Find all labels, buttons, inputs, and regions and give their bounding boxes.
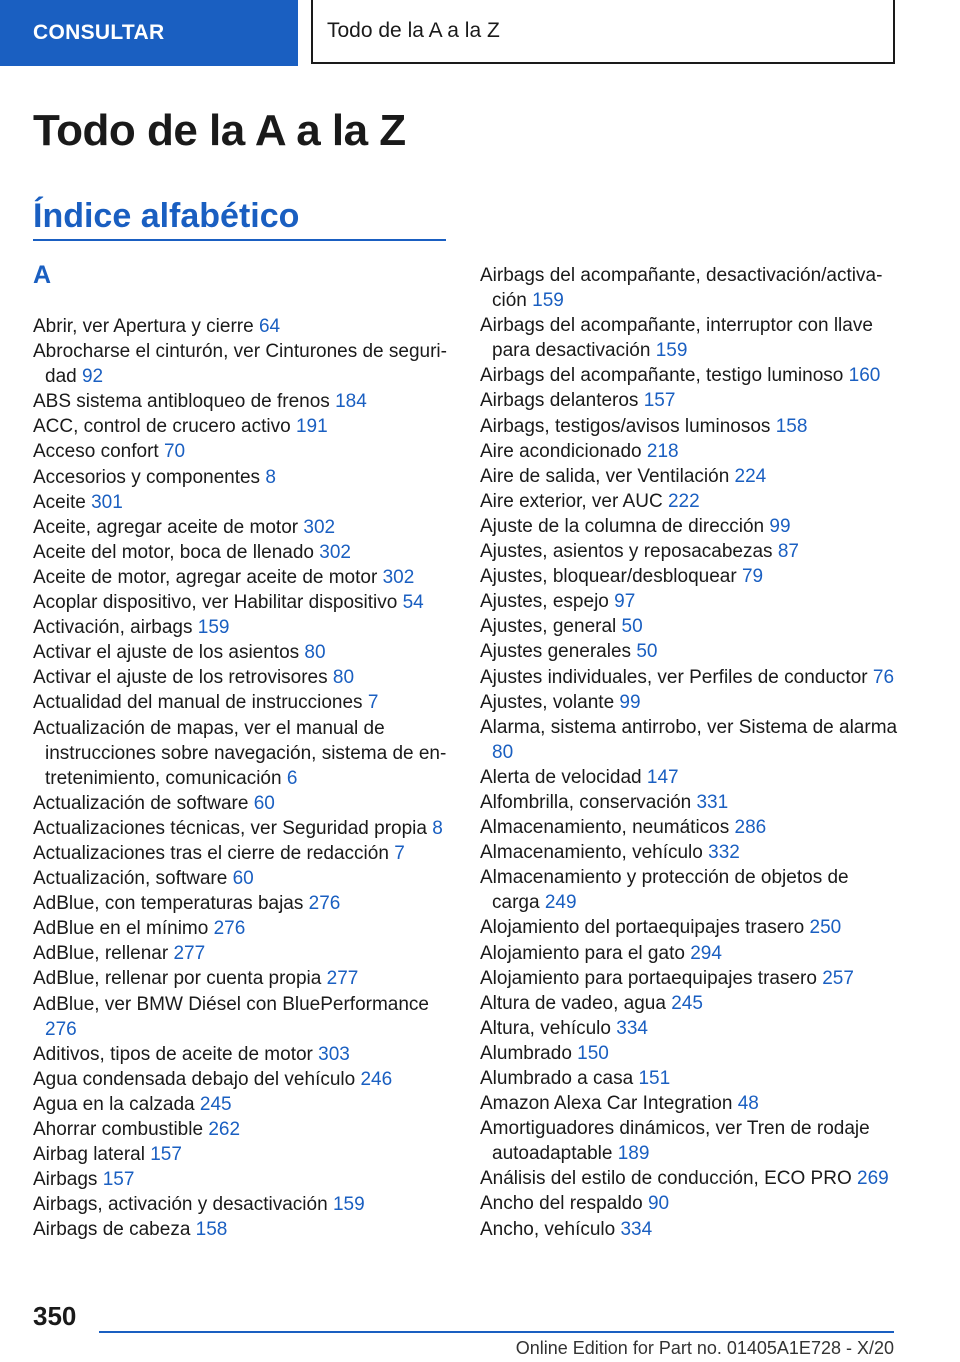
index-entry-page-link[interactable]: 191 — [295, 416, 328, 438]
section-divider — [33, 239, 446, 241]
index-entry — [480, 388, 900, 413]
index-entry — [33, 1142, 453, 1167]
index-entry — [480, 614, 900, 639]
index-entry-text: Agua en la calzada — [33, 1093, 195, 1115]
index-entry-page-link[interactable]: 79 — [741, 566, 764, 588]
index-entry-text: Airbag lateral — [33, 1144, 145, 1166]
index-entry-text: Activación, airbags — [33, 617, 193, 639]
index-entry-page-link[interactable]: 7 — [367, 692, 379, 714]
index-entry-page-link[interactable]: 8 — [265, 466, 276, 488]
index-entry-text: Actualización de mapas, ver el manual de instrucciones sobre navegación, sistema de entretenimiento, comunicación — [33, 717, 447, 789]
index-entry — [480, 1016, 900, 1041]
index-entry — [480, 464, 900, 489]
index-entry-text: Almacenamiento, neumáticos — [480, 817, 730, 839]
index-entry-page-link[interactable]: 158 — [195, 1219, 228, 1241]
index-entry-text: Actualizaciones tras el cierre de redacción — [33, 842, 389, 864]
index-entry-page-link[interactable]: 80 — [492, 741, 514, 763]
index-entry-text: Almacenamiento, vehículo — [480, 842, 703, 864]
index-entry-text: Airbags, activación y desactivación — [33, 1194, 328, 1216]
index-entry-text: Airbags delanteros — [480, 390, 639, 412]
index-entry-text: Aceite del motor, boca de llenado — [33, 541, 314, 563]
index-entry-page-link[interactable]: 184 — [335, 391, 367, 413]
index-entry-page-link[interactable]: 262 — [208, 1119, 241, 1140]
index-entry-page-link[interactable]: 48 — [737, 1093, 759, 1115]
index-entry-text: Alojamiento para el gato — [480, 942, 685, 964]
index-entry — [480, 865, 900, 915]
index-entry-text: AdBlue en el mínimo — [33, 918, 209, 940]
index-entry-text: Airbags del acompañante, testigo luminoso — [480, 365, 844, 387]
index-entry-text: Amazon Alexa Car Integration — [480, 1093, 733, 1115]
index-entry — [480, 414, 900, 439]
index-entry-text: AdBlue, ver BMW Diésel con BluePerformance — [33, 993, 429, 1015]
index-entry-page-link[interactable]: 159 — [655, 340, 688, 362]
index-entry — [33, 339, 453, 389]
index-entry-page-link[interactable]: 80 — [332, 667, 355, 689]
index-entry-text: AdBlue, rellenar por cuenta propia — [33, 968, 322, 990]
index-entry-text: Airbags — [33, 1169, 98, 1191]
index-entry — [33, 1217, 453, 1242]
index-entry-page-link[interactable]: 87 — [777, 541, 799, 563]
index-entry-page-link[interactable]: 8 — [432, 817, 443, 839]
index-entry-text: Accesorios y componentes — [33, 466, 261, 488]
index-entry — [33, 1067, 453, 1092]
index-entry-page-link[interactable]: 250 — [809, 917, 842, 939]
index-entry-page-link[interactable]: 286 — [734, 817, 767, 839]
index-entry-page-link[interactable]: 249 — [544, 892, 577, 914]
index-entry — [480, 715, 900, 765]
index-entry — [480, 1191, 900, 1216]
index-entry-page-link[interactable]: 269 — [857, 1168, 889, 1190]
index-entry-page-link[interactable]: 80 — [304, 642, 326, 664]
index-entry-page-link[interactable]: 302 — [303, 516, 336, 538]
index-entry-page-link[interactable]: 334 — [620, 1218, 653, 1240]
index-entry — [480, 1041, 900, 1066]
index-entry — [33, 465, 453, 490]
index-entry-page-link[interactable]: 332 — [708, 842, 740, 864]
index-entry-text: Actualidad del manual de instrucciones — [33, 692, 363, 714]
index-entry-text: ACC, control de crucero activo — [33, 416, 291, 438]
index-entry-text: Abrir, ver Apertura y cierre — [33, 316, 254, 337]
index-entry-text: Ajustes, bloquear/desbloquear — [480, 566, 737, 588]
index-entry — [33, 1042, 453, 1067]
index-entry — [480, 639, 900, 664]
index-entry — [480, 589, 900, 614]
index-entry-text: Ancho del respaldo — [480, 1193, 643, 1215]
index-entry-page-link[interactable]: 159 — [197, 617, 230, 639]
index-entry — [480, 690, 900, 715]
index-entry-page-link[interactable]: 6 — [286, 767, 298, 789]
index-entry-text: Alfombrilla, conservación — [480, 791, 692, 813]
index-entry-page-link[interactable]: 60 — [232, 868, 254, 890]
index-entry-text: Acoplar dispositivo, ver Habilitar dispositivo — [33, 592, 398, 614]
index-entry — [33, 414, 453, 439]
index-entry — [33, 590, 453, 615]
index-entry — [480, 363, 900, 388]
index-entry-page-link[interactable]: 303 — [318, 1043, 350, 1065]
index-entry-text: Altura de vadeo, agua — [480, 992, 666, 1014]
index-entry-page-link[interactable]: 302 — [319, 541, 351, 563]
index-entry — [480, 840, 900, 865]
index-entry-page-link[interactable]: 302 — [382, 566, 415, 588]
index-entry-text: Activar el ajuste de los retrovisores — [33, 667, 328, 689]
index-entry-text: Ajustes, espejo — [480, 591, 609, 613]
index-entry-page-link[interactable]: 90 — [647, 1193, 670, 1215]
index-entry — [480, 765, 900, 790]
index-entry-page-link[interactable]: 70 — [163, 441, 186, 463]
index-entry-page-link[interactable]: 331 — [696, 791, 729, 813]
index-entry-page-link[interactable]: 158 — [775, 415, 808, 437]
chapter-tab[interactable]: Todo de la A a la Z — [311, 0, 895, 64]
index-entry-text: Ajustes, general — [480, 616, 617, 638]
index-entry — [480, 1116, 900, 1166]
index-entry-page-link[interactable]: 245 — [671, 992, 703, 1014]
index-entry-text: Ajuste de la columna de dirección — [480, 515, 765, 537]
page-title: Todo de la A a la Z — [33, 106, 406, 155]
index-entry — [33, 716, 453, 791]
index-letter-heading: A — [33, 261, 52, 289]
index-entry-text: Acceso confort — [33, 441, 159, 463]
index-entry-page-link[interactable]: 157 — [150, 1144, 182, 1166]
index-entry-page-link[interactable]: 92 — [81, 366, 104, 388]
index-entry-text: Aire acondicionado — [480, 440, 642, 462]
index-column-right — [480, 263, 900, 1242]
index-entry — [480, 790, 900, 815]
index-entry-text: Amortiguadores dinámicos, ver Tren de rodaje autoadaptable — [480, 1118, 870, 1165]
index-entry — [33, 439, 453, 464]
index-entry — [480, 439, 900, 464]
index-entry-page-link[interactable]: 157 — [102, 1169, 135, 1191]
index-entry — [480, 665, 900, 690]
index-entry-page-link[interactable]: 301 — [91, 491, 123, 513]
index-entry — [33, 1167, 453, 1192]
index-entry-text: Airbags, testigos/avisos luminosos — [480, 415, 771, 437]
header-tab-bar — [0, 0, 960, 66]
index-entry-text: Actualizaciones técnicas, ver Seguridad propia — [33, 817, 427, 839]
index-entry-text: Aditivos, tipos de aceite de motor — [33, 1043, 313, 1065]
index-entry-page-link[interactable]: 54 — [402, 592, 424, 614]
index-entry-page-link[interactable]: 224 — [734, 465, 767, 487]
index-entry-page-link[interactable]: 99 — [619, 691, 641, 713]
index-entry-text: Alojamiento del portaequipajes trasero — [480, 917, 805, 939]
index-entry-page-link[interactable]: 245 — [199, 1093, 232, 1115]
index-entry-page-link[interactable]: 246 — [360, 1068, 393, 1090]
footer-page-number: 350 — [33, 1301, 77, 1331]
index-entry — [33, 515, 453, 540]
index-entry — [33, 690, 453, 715]
index-entry-text: Aceite de motor, agregar aceite de motor — [33, 566, 378, 588]
index-entry-page-link[interactable]: 150 — [577, 1042, 609, 1064]
index-entry — [33, 314, 453, 339]
index-entry — [480, 489, 900, 514]
section-title: Índice alfabético — [33, 197, 300, 235]
index-entry-page-link[interactable]: 76 — [872, 666, 895, 688]
index-entry-page-link[interactable]: 222 — [667, 490, 700, 512]
index-column-left — [33, 314, 453, 1242]
index-entry-text: Aceite, agregar aceite de motor — [33, 516, 299, 538]
index-entry-page-link[interactable]: 159 — [532, 290, 564, 312]
index-entry-text: Almacenamiento y protección de objetos de carga — [480, 867, 849, 914]
index-entry-text: Ajustes, asientos y reposacabezas — [480, 541, 773, 563]
index-entry-text: Abrocharse el cinturón, ver Cinturones de seguridad — [33, 341, 447, 388]
index-entry — [33, 841, 453, 866]
index-entry-page-link[interactable]: 334 — [616, 1017, 648, 1039]
index-entry — [33, 540, 453, 565]
section-tab[interactable]: CONSULTAR — [0, 0, 298, 66]
index-entry-text: Alumbrado a casa — [480, 1068, 634, 1089]
index-entry — [480, 514, 900, 539]
index-entry-page-link[interactable]: 277 — [326, 968, 359, 990]
index-entry — [33, 966, 453, 991]
index-entry — [480, 564, 900, 589]
index-entry — [480, 539, 900, 564]
index-entry — [33, 816, 453, 841]
index-entry-page-link[interactable]: 157 — [643, 390, 676, 412]
index-entry-page-link[interactable]: 99 — [769, 515, 791, 537]
index-entry — [480, 991, 900, 1016]
index-entry — [33, 916, 453, 941]
index-entry-text: AdBlue, rellenar — [33, 943, 169, 965]
index-entry-page-link[interactable]: 276 — [308, 893, 341, 915]
index-entry — [480, 1217, 900, 1242]
index-entry-page-link[interactable]: 257 — [822, 967, 854, 989]
footer-divider — [99, 1331, 894, 1333]
index-entry — [480, 313, 900, 363]
index-entry — [33, 891, 453, 916]
index-entry-text: Aire de salida, ver Ventilación — [480, 465, 730, 487]
index-entry-page-link[interactable]: 189 — [617, 1143, 650, 1165]
index-entry-page-link[interactable]: 64 — [258, 316, 281, 337]
index-entry-page-link[interactable]: 160 — [848, 365, 881, 387]
index-entry-text: Airbags de cabeza — [33, 1219, 191, 1241]
index-entry — [33, 490, 453, 515]
index-entry — [33, 992, 453, 1042]
index-entry — [33, 1192, 453, 1217]
index-entry-page-link[interactable]: 97 — [614, 591, 636, 613]
index-entry-page-link[interactable]: 50 — [621, 616, 643, 638]
index-entry-page-link[interactable]: 277 — [173, 943, 206, 965]
index-entry-text: Altura, vehículo — [480, 1017, 611, 1039]
index-entry — [480, 1091, 900, 1116]
index-entry — [33, 791, 453, 816]
index-entry-text: Alarma, sistema antirrobo, ver Sistema de alarma — [480, 716, 898, 738]
index-entry-text: Análisis del estilo de conducción, ECO PRO — [480, 1168, 852, 1190]
index-entry — [33, 389, 453, 414]
index-entry — [480, 915, 900, 940]
index-entry — [480, 941, 900, 966]
index-entry — [33, 615, 453, 640]
index-entry-text: ABS sistema antibloqueo de frenos — [33, 391, 330, 413]
index-entry-text: Aire exterior, ver AUC — [480, 490, 663, 512]
index-entry-text: Alerta de velocidad — [480, 766, 642, 788]
index-entry — [480, 966, 900, 991]
index-entry-text: Alojamiento para portaequipajes trasero — [480, 967, 817, 989]
index-entry — [480, 815, 900, 840]
index-entry-text: Airbags del acompañante, interruptor con llave para desactivación — [480, 315, 873, 362]
index-entry-page-link[interactable]: 294 — [690, 942, 722, 964]
index-entry-page-link[interactable]: 151 — [638, 1068, 671, 1089]
index-entry-text: Ahorrar combustible — [33, 1119, 204, 1140]
index-entry-text: Ancho, vehículo — [480, 1218, 616, 1240]
index-entry-text: Aceite — [33, 491, 86, 513]
index-entry — [33, 1117, 453, 1142]
index-entry — [480, 1066, 900, 1091]
index-entry-text: AdBlue, con temperaturas bajas — [33, 893, 304, 915]
index-entry-text: Actualización de software — [33, 792, 249, 814]
index-entry-text: Ajustes generales — [480, 641, 632, 663]
index-entry — [33, 941, 453, 966]
index-entry-page-link[interactable]: 60 — [253, 792, 275, 814]
index-entry — [480, 1166, 900, 1191]
index-entry-text: Ajustes individuales, ver Perfiles de conductor — [480, 666, 868, 688]
index-entry — [33, 640, 453, 665]
index-entry — [33, 1092, 453, 1117]
index-entry-text: Actualización, software — [33, 868, 228, 890]
index-entry — [33, 665, 453, 690]
index-entry-page-link[interactable]: 276 — [45, 1018, 77, 1040]
index-entry — [480, 263, 900, 313]
index-entry-text: Activar el ajuste de los asientos — [33, 642, 300, 664]
index-entry — [33, 866, 453, 891]
index-entry-text: Agua condensada debajo del vehículo — [33, 1068, 356, 1090]
footer-edition-text: Online Edition for Part no. 01405A1E728 - X/20 — [515, 1338, 894, 1358]
index-entry-page-link[interactable]: 276 — [213, 918, 246, 940]
index-entry-page-link[interactable]: 218 — [646, 440, 679, 462]
index-entry-text: Alumbrado — [480, 1042, 572, 1064]
index-entry-text: Airbags del acompañante, desactivación/activación — [480, 265, 883, 312]
index-entry-page-link[interactable]: 7 — [394, 842, 405, 864]
index-entry-text: Ajustes, volante — [480, 691, 615, 713]
index-entry-page-link[interactable]: 147 — [646, 766, 679, 788]
index-entry-page-link[interactable]: 159 — [332, 1194, 365, 1216]
index-entry-page-link[interactable]: 50 — [636, 641, 658, 663]
index-entry — [33, 565, 453, 590]
